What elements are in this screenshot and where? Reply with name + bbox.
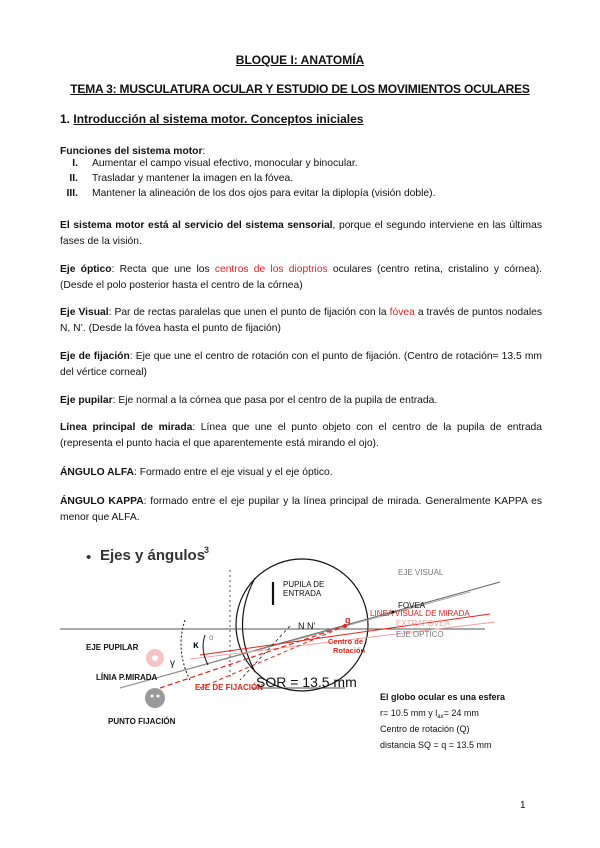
list-item-number: II. xyxy=(69,173,78,184)
label-eje-pupilar: EJE PUPILAR xyxy=(86,643,139,652)
term: Eje Visual xyxy=(60,307,109,318)
topic-title: TEMA 3: MUSCULATURA OCULAR Y ESTUDIO DE LOS MOVIMIENTOS OCULARES xyxy=(70,82,530,96)
globo-distancia: distancia SQ = q = 13.5 mm xyxy=(380,740,492,750)
label-sor: SOR = 13.5 mm xyxy=(256,674,357,690)
figure-title: Ejes y ángulos xyxy=(100,547,206,564)
label-eje-fijacion: EJE DE FIJACIÓN xyxy=(195,683,264,692)
paragraph-eje-visual: Eje Visual: Par de rectas paralelas que unen el punto de fijación con la fóvea a través de puntos nodales N, N’. (Desde la fóvea hasta el punto de fijación) xyxy=(60,307,543,334)
label-eje-optico: EJE OPTICO xyxy=(396,630,444,639)
paragraph-angulo-alfa: ÁNGULO ALFA: Formado entre el eje visual y el eje óptico. xyxy=(60,467,333,478)
term: Eje de fijación xyxy=(60,351,130,362)
list-item-text: Trasladar y mantener la imagen en la fóvea. xyxy=(92,173,294,184)
list-item xyxy=(60,173,293,184)
label-nodal: N N’ xyxy=(298,621,316,631)
label-q: q xyxy=(345,615,351,625)
term: Eje óptico xyxy=(60,264,112,275)
label-extrafovea: EXTRAFOVEA xyxy=(396,619,450,628)
term: Línea principal de mirada xyxy=(60,422,193,433)
globo-radius: r= 10.5 mm y $l_{ax}= 24$ mm xyxy=(380,708,479,720)
section-title xyxy=(60,112,363,126)
label-entrada: ENTRADA xyxy=(283,589,322,598)
eye-axes-diagram xyxy=(0,530,600,765)
label-gamma: γ xyxy=(170,658,175,669)
alpha-arc xyxy=(203,635,208,665)
paragraph-eje-optico: Eje óptico: Recta que une los centros de los dioptrios oculares (centro retina, cristalino y córnea). (Desde el polo posterior hasta el centro de la córnea) xyxy=(60,264,543,291)
label-fovea: FOVEA xyxy=(398,601,426,610)
pupil-point-center xyxy=(152,655,158,661)
label-punto-fijacion: PUNTO FIJACIÓN xyxy=(108,717,176,726)
list-item xyxy=(60,188,435,199)
paragraph-eje-pupilar: Eje pupilar: Eje normal a la córnea que pasa por el centro de la pupila de entrada. xyxy=(60,395,438,406)
section-number: 1. xyxy=(60,112,71,126)
globo-title: El globo ocular es una esfera xyxy=(380,692,506,702)
highlight: centros de los dioptrios xyxy=(214,264,328,275)
label-kappa: κ xyxy=(193,640,199,651)
label-alpha: α xyxy=(209,633,214,642)
list-item-text: Aumentar el campo visual efectivo, monocular y binocular. xyxy=(92,158,358,169)
list-item-text: Mantener la alineación de los dos ojos para evitar la diplopía (visión doble). xyxy=(92,188,436,199)
paragraph-linea-principal: Línea principal de mirada: Línea que une el punto objeto con el centro de la pupila de entrada (representa el punto hacia el que aparentemente está mirando el ojo). xyxy=(60,422,542,449)
list-item-number: III. xyxy=(66,188,78,199)
document-heading: BLOQUE I: ANATOMÍA xyxy=(235,53,365,67)
list-item xyxy=(60,158,358,169)
label-linia: LÍNIA P.MIRADA xyxy=(96,673,158,682)
term: ÁNGULO KAPPA xyxy=(60,496,144,507)
label-linea-visual: LINEA VISUAL DE MIRADA xyxy=(370,609,470,618)
globo-centro: Centro de rotación (Q) xyxy=(380,724,470,734)
figure-bullet: • xyxy=(86,549,92,566)
highlight: fóvea xyxy=(389,307,415,318)
fixation-point xyxy=(145,688,165,708)
paragraph-eje-fijacion: Eje de fijación: Eje que une el centro de rotación con el punto de fijación. (Centro de rotación= 13.5 mm del vértice corneal) xyxy=(60,351,542,378)
page-number: 1 xyxy=(520,800,526,811)
section-title-text: Introducción al sistema motor. Conceptos iniciales xyxy=(73,112,364,126)
paragraph-angulo-kappa: ÁNGULO KAPPA: formado entre el eje pupilar y la línea principal de mirada. Generalmente KAPPA es menor que ALFA. xyxy=(60,496,542,523)
funciones-title: Funciones del sistema motor: xyxy=(60,146,206,157)
figure-title-sup: 3 xyxy=(204,545,210,555)
term: Eje pupilar xyxy=(60,395,113,406)
term: ÁNGULO ALFA xyxy=(60,467,134,478)
label-centro-1: Centro de xyxy=(328,637,364,646)
list-item-number: I. xyxy=(72,158,78,169)
label-pupila: PUPILA DE xyxy=(283,580,325,589)
label-eje-visual: EJE VISUAL xyxy=(398,568,444,577)
label-centro-2: Rotación xyxy=(333,646,366,655)
paragraph-sistema: El sistema motor está al servicio del sistema sensorial, porque el segundo interviene en las últimas fases de la visión. xyxy=(60,220,542,247)
